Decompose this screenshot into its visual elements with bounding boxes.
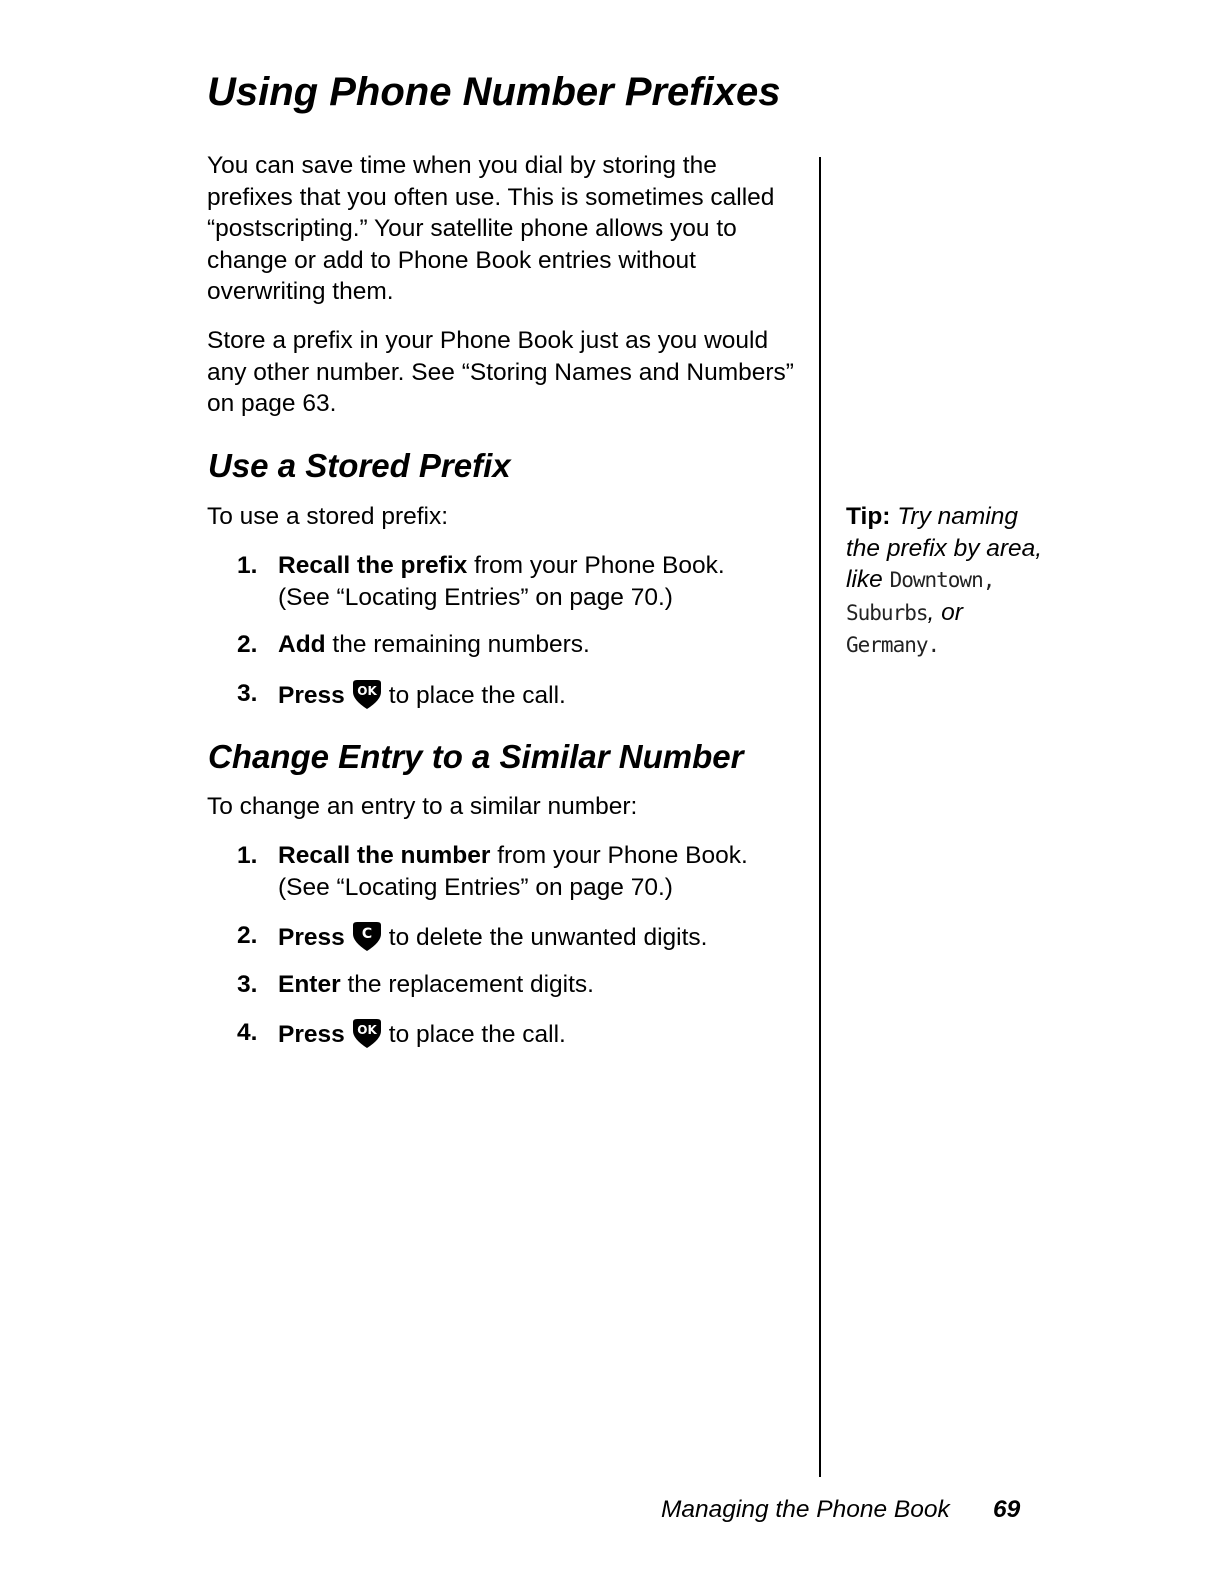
step-number: 2. <box>237 631 258 658</box>
step-reference: (See “Locating Entries” on page 70.) <box>278 873 673 901</box>
tip-separator: , <box>982 568 995 592</box>
ok-key-label: OK <box>357 684 377 698</box>
step-action: Recall the number <box>278 842 491 869</box>
step-text: to delete the unwanted digits. <box>388 924 708 951</box>
step-number: 2. <box>237 922 258 949</box>
step-text: from your Phone Book. <box>490 842 748 869</box>
tip-example-downtown: Downtown <box>889 568 983 592</box>
footer-section-title: Managing the Phone Book <box>661 1496 950 1523</box>
step-number: 3. <box>237 680 258 707</box>
page-title: Using Phone Number Prefixes <box>207 70 781 114</box>
clear-key-label: C <box>361 926 372 942</box>
step-action: Press <box>278 924 345 951</box>
ok-key-label: OK <box>357 1023 377 1037</box>
step-action: Press <box>278 682 345 709</box>
step-number: 4. <box>237 1019 258 1046</box>
tip-example-germany: Germany <box>846 633 928 657</box>
step-action: Add <box>278 631 326 658</box>
tip-separator: , or <box>927 598 963 626</box>
stored-prefix-intro: To use a stored prefix: <box>207 503 449 530</box>
step-text: the remaining numbers. <box>325 631 590 658</box>
change-entry-intro: To change an entry to a similar number: <box>207 793 638 820</box>
step-text: the replacement digits. <box>340 971 594 998</box>
step-text: from your Phone Book. <box>467 552 725 579</box>
ok-key-icon <box>351 1017 383 1049</box>
ok-key-icon <box>351 678 383 710</box>
tip-example-suburbs: Suburbs <box>846 600 928 625</box>
store-paragraph: Store a prefix in your Phone Book just as you would any other number. See “Storing Names and Numbers” on page 63. <box>207 327 794 417</box>
step-action: Recall the prefix <box>278 552 468 579</box>
intro-paragraph: You can save time when you dial by storing the prefixes that you often use. This is sometimes called “postscripting.” Your satellite phone allows you to change or add to Phone Book entries without overwriting them. <box>207 152 775 305</box>
step-number: 1. <box>237 842 258 869</box>
step-action: Enter <box>278 971 341 998</box>
step-number: 3. <box>237 971 258 998</box>
tip-label: Tip: <box>846 503 891 530</box>
tip-end: . <box>927 633 940 657</box>
tip-text: Try naming the prefix by area, like <box>846 503 1043 593</box>
step-reference: (See “Locating Entries” on page 70.) <box>278 583 673 611</box>
column-divider <box>819 157 821 1477</box>
section-heading-stored-prefix: Use a Stored Prefix <box>208 447 511 484</box>
section-heading-change-entry: Change Entry to a Similar Number <box>208 738 744 775</box>
tip-sidebar <box>846 501 1046 662</box>
step-text: to place the call. <box>388 1021 566 1048</box>
clear-key-icon <box>351 920 383 952</box>
step-number: 1. <box>237 552 258 579</box>
step-text: to place the call. <box>388 682 566 709</box>
step-action: Press <box>278 1021 345 1048</box>
page-number: 69 <box>993 1496 1021 1523</box>
